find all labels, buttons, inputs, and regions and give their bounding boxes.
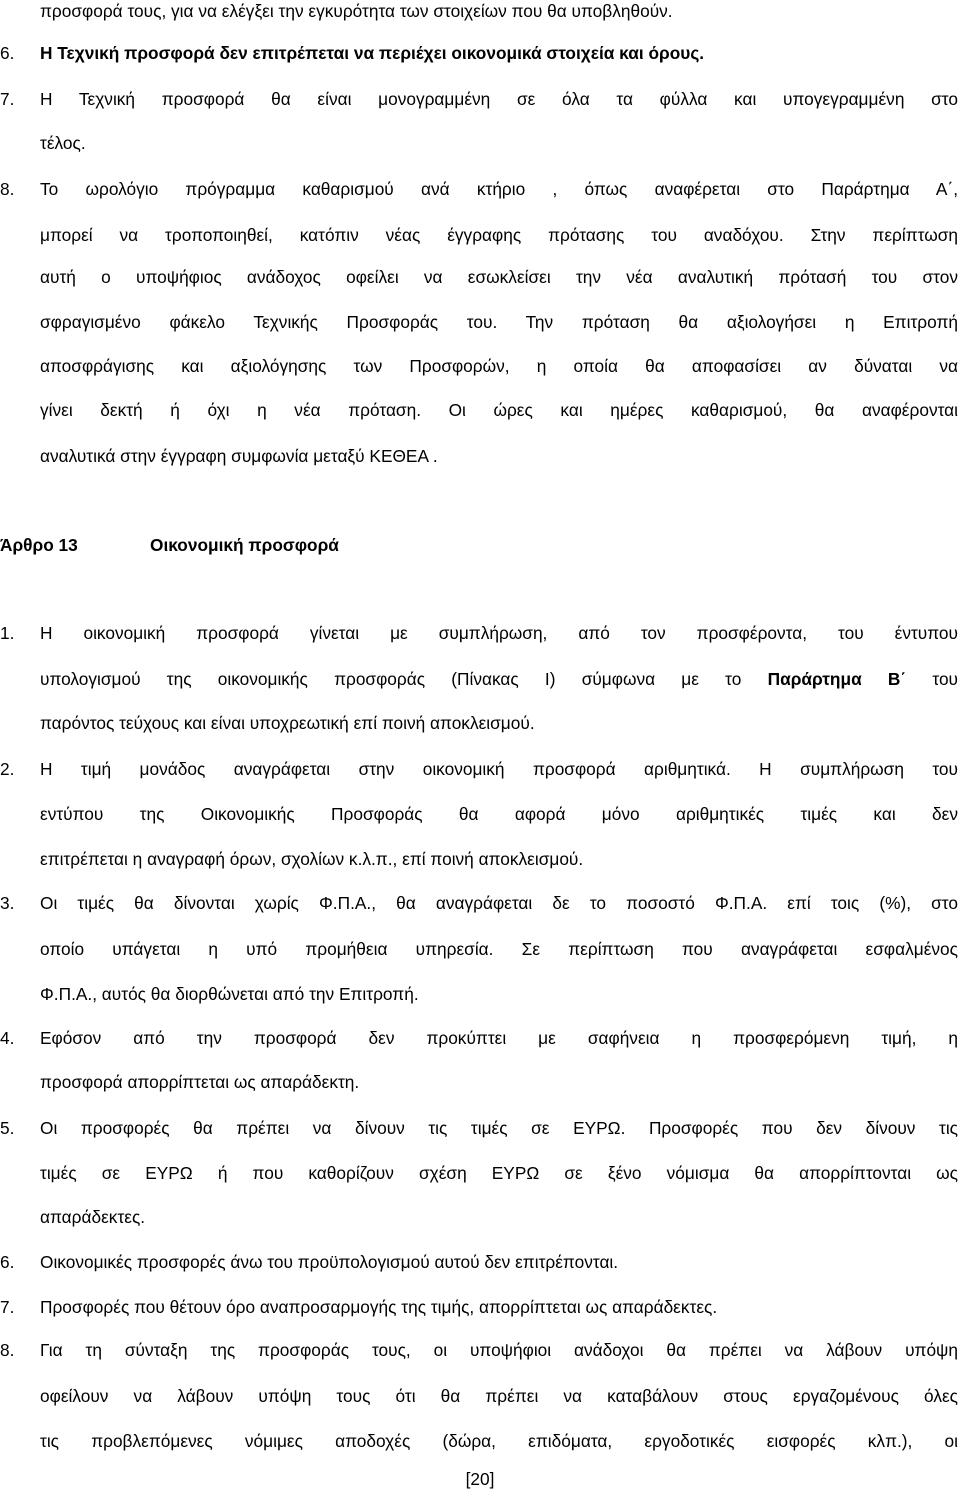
- text-segment: υπολογισμού της οικονομικής προσφοράς (Πίνακας Ι) σύμφωνα με το: [40, 669, 742, 689]
- page-number: [20]: [465, 1469, 495, 1489]
- list-item-text: σφραγισμένο φάκελο Τεχνικής Προσφοράς του. Την πρόταση θα αξιολογήσει η Επιτροπή: [40, 312, 958, 332]
- list-item-text: απαράδεκτες.: [40, 1207, 146, 1227]
- list-item-text: Οικονομικές προσφορές άνω του προϋπολογισμού αυτού δεν επιτρέπονται.: [40, 1252, 619, 1272]
- list-item-text: Εφόσον από την προσφορά δεν προκύπτει με σαφήνεια η προσφερόμενη τιμή, η: [40, 1028, 958, 1048]
- list-number: 6.: [0, 1252, 15, 1272]
- list-item-text: εντύπου της Οικονομικής Προσφοράς θα αφορά μόνο αριθμητικές τιμές και δεν: [40, 804, 958, 824]
- list-item-text: Για τη σύνταξη της προσφοράς τους, οι υποψήφιοι ανάδοχοι θα πρέπει να λάβουν υπόψη: [40, 1340, 958, 1360]
- list-item-text: Η Τεχνική προσφορά δεν επιτρέπεται να περιέχει οικονομικά στοιχεία και όρους.: [40, 43, 705, 63]
- list-number: 6.: [0, 43, 15, 63]
- list-item-text: Οι προσφορές θα πρέπει να δίνουν τις τιμές σε ΕΥΡΩ. Προσφορές που δεν δίνουν τις: [40, 1118, 958, 1138]
- list-item-text: μπορεί να τροποποιηθεί, κατόπιν νέας έγγραφης πρότασης του αναδόχου. Στην περίπτωση: [40, 225, 958, 245]
- list-item-text: αναλυτικά στην έγγραφη συμφωνία μεταξύ ΚΕΘΕΑ .: [40, 446, 438, 466]
- list-item-text: αποσφράγισης και αξιολόγησης των Προσφορών, η οποία θα αποφασίσει αν δύναται να: [40, 356, 958, 376]
- list-item-text: Η τιμή μονάδος αναγράφεται στην οικονομική προσφορά αριθμητικά. Η συμπλήρωση του: [40, 759, 958, 779]
- list-item-text: Το ωρολόγιο πρόγραμμα καθαρισμού ανά κτήριο , όπως αναφέρεται στο Παράρτημα Α΄,: [40, 179, 958, 199]
- list-item-text: [40, 668, 958, 690]
- list-item-text: τέλος.: [40, 133, 86, 153]
- list-item-text: παρόντος τεύχους και είναι υποχρεωτική επί ποινή αποκλεισμού.: [40, 713, 535, 733]
- list-number: 8.: [0, 1340, 15, 1360]
- list-item-text: Φ.Π.Α., αυτός θα διορθώνεται από την Επιτροπή.: [40, 984, 419, 1004]
- list-item-text: αυτή ο υποψήφιος ανάδοχος οφείλει να εσωκλείσει την νέα αναλυτική πρότασή του στον: [40, 267, 958, 287]
- list-number: 7.: [0, 1297, 15, 1317]
- list-number: 5.: [0, 1118, 15, 1138]
- list-item-text: προσφορά απορρίπτεται ως απαράδεκτη.: [40, 1072, 360, 1092]
- annex-reference: Παράρτημα Β΄: [767, 669, 907, 689]
- list-item-text: τιμές σε ΕΥΡΩ ή που καθορίζουν σχέση ΕΥΡΩ σε ξένο νόμισμα θα απορρίπτονται ως: [40, 1163, 958, 1183]
- list-number: 7.: [0, 89, 15, 109]
- list-number: 2.: [0, 759, 15, 779]
- list-item-text: Προσφορές που θέτουν όρο αναπροσαρμογής της τιμής, απορρίπτεται ως απαράδεκτες.: [40, 1297, 718, 1317]
- paragraph-line: προσφορά τους, για να ελέγξει την εγκυρότητα των στοιχείων που θα υποβληθούν.: [40, 1, 673, 21]
- list-number: 4.: [0, 1028, 15, 1048]
- article-number: Άρθρο 13: [0, 535, 78, 555]
- list-item-text: επιτρέπεται η αναγραφή όρων, σχολίων κ.λ.π., επί ποινή αποκλεισμού.: [40, 849, 584, 869]
- list-number: 8.: [0, 179, 15, 199]
- list-number: 1.: [0, 623, 15, 643]
- list-number: 3.: [0, 893, 15, 913]
- list-item-text: Οι τιμές θα δίνονται χωρίς Φ.Π.Α., θα αναγράφεται δε το ποσοστό Φ.Π.Α. επί τοις (%), στο: [40, 893, 958, 913]
- list-item-text: γίνει δεκτή ή όχι η νέα πρόταση. Οι ώρες και ημέρες καθαρισμού, θα αναφέρονται: [40, 400, 958, 420]
- list-item-text: οποίο υπάγεται η υπό προμήθεια υπηρεσία. Σε περίπτωση που αναγράφεται εσφαλμένος: [40, 939, 958, 959]
- list-item-text: τις προβλεπόμενες νόμιμες αποδοχές (δώρα, επιδόματα, εργοδοτικές εισφορές κλπ.), οι: [40, 1431, 958, 1451]
- list-item-text: οφείλουν να λάβουν υπόψη τους ότι θα πρέπει να καταβάλουν στους εργαζομένους όλες: [40, 1386, 958, 1406]
- list-item-text: Η οικονομική προσφορά γίνεται με συμπλήρωση, από τον προσφέροντα, του έντυπου: [40, 623, 958, 643]
- text-segment: του: [932, 669, 959, 689]
- article-title: Οικονομική προσφορά: [150, 535, 339, 555]
- mixed-line: [40, 668, 958, 690]
- list-item-text: Η Τεχνική προσφορά θα είναι μονογραμμένη σε όλα τα φύλλα και υπογεγραμμένη στο: [40, 89, 958, 109]
